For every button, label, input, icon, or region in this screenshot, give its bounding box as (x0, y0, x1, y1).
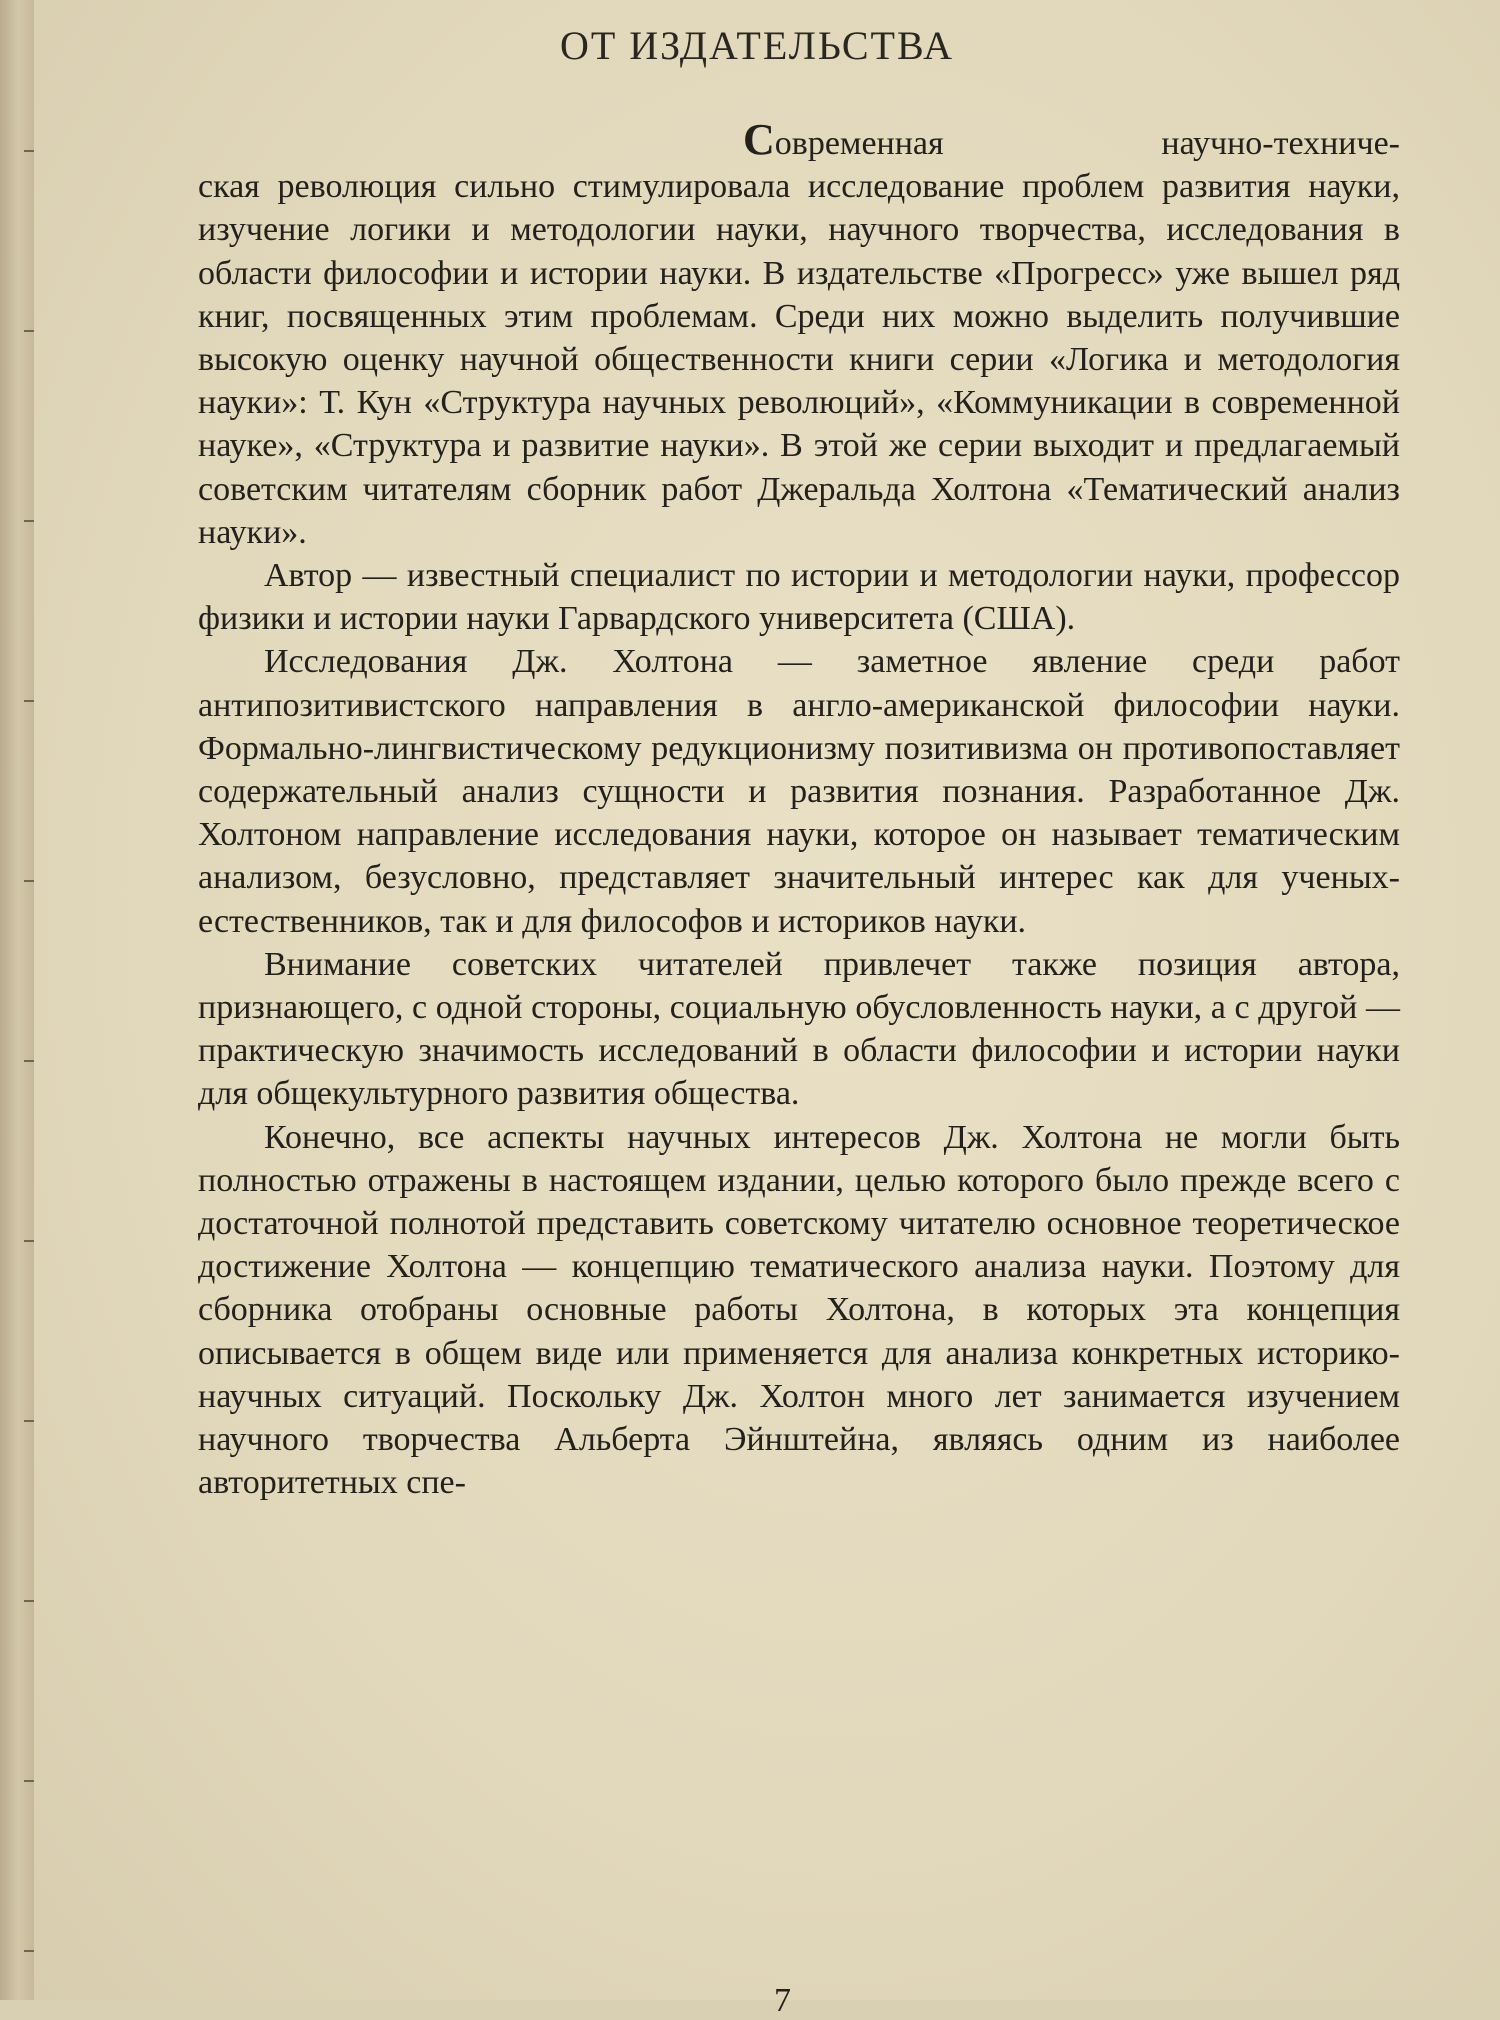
binding-stitch (24, 1780, 34, 1782)
paragraph-first-rest: ская революция сильно стимулировала исследование проблем развития науки, изучение логики и методологии науки, научного творчества, исследования в области философии и истории науки. В издательстве «Прогресс» уже вышел ряд книг, посвященных этим проблемам. Среди них можно выделить получившие высокую оценку научной общественности книги серии «Логика и методология науки»: Т. Кун «Структура научных революций», «Коммуникации в современной науке», «Структура и развитие науки». В этой же серии выходит и предлагаемый советским читателям сборник работ Джеральда Холтона «Тематический анализ науки». (198, 168, 1400, 551)
binding-stitch (24, 520, 34, 522)
binding-stitch (24, 1600, 34, 1602)
binding-stitch (24, 1420, 34, 1422)
paragraph-first (198, 115, 1400, 554)
binding-stitch (24, 1060, 34, 1062)
book-page (34, 0, 1500, 2019)
binding-stitch (24, 150, 34, 152)
paragraph-scope: Конечно, все аспекты научных интересов Дж. Холтона не могли быть полностью отражены в настоящем издании, целью которого было прежде всего с достаточной полнотой представить советскому читателю основное теоретическое достижение Холтона — концепцию тематического анализа науки. Поэтому для сборника отобраны основные работы Холтона, в которых эта концепция описывается в общем виде или применяется для анализа конкретных историко-научных ситуаций. Поскольку Дж. Холтон много лет занимается изучением научного творчества Альберта Эйнштейна, являясь одним из наиболее авторитетных спе- (198, 1118, 1400, 1502)
body-text (198, 115, 1400, 1505)
binding-stitch (24, 1240, 34, 1242)
page-heading: ОТ ИЗДАТЕЛЬСТВА (559, 23, 955, 68)
binding-stitch (24, 330, 34, 332)
paragraph-first-lead (198, 115, 1400, 165)
book-binding-edge (0, 0, 35, 2000)
drop-letter: С (743, 115, 775, 164)
paragraph-first-lead-text: овременная научно-техниче- (774, 125, 1400, 162)
binding-stitch (24, 700, 34, 702)
paragraph-author: Автор — известный специалист по истории и методологии науки, профессор физики и истории науки Гарвардского университета (США). (198, 557, 1400, 638)
binding-stitch (24, 880, 34, 882)
paragraph-research: Исследования Дж. Холтона — заметное явление среди работ антипозитивистского направления в англо-американской философии науки. Формально-лингвистическому редукционизму позитивизма он противопоставляет содержательный анализ сущности и развития познания. Разработанное Дж. Холтоном направление исследования науки, которое он называет тематическим анализом, безусловно, представляет значительный интерес как для ученых-естественников, так и для философов и историков науки. (198, 643, 1400, 940)
paragraph-position: Внимание советских читателей привлечет также позиция автора, признающего, с одной стороны, социальную обусловленность науки, а с другой — практическую значимость исследований в области философии и истории науки для общекультурного развития общества. (198, 945, 1400, 1113)
binding-stitch (24, 1950, 34, 1952)
page-number: 7 (774, 1982, 791, 2019)
